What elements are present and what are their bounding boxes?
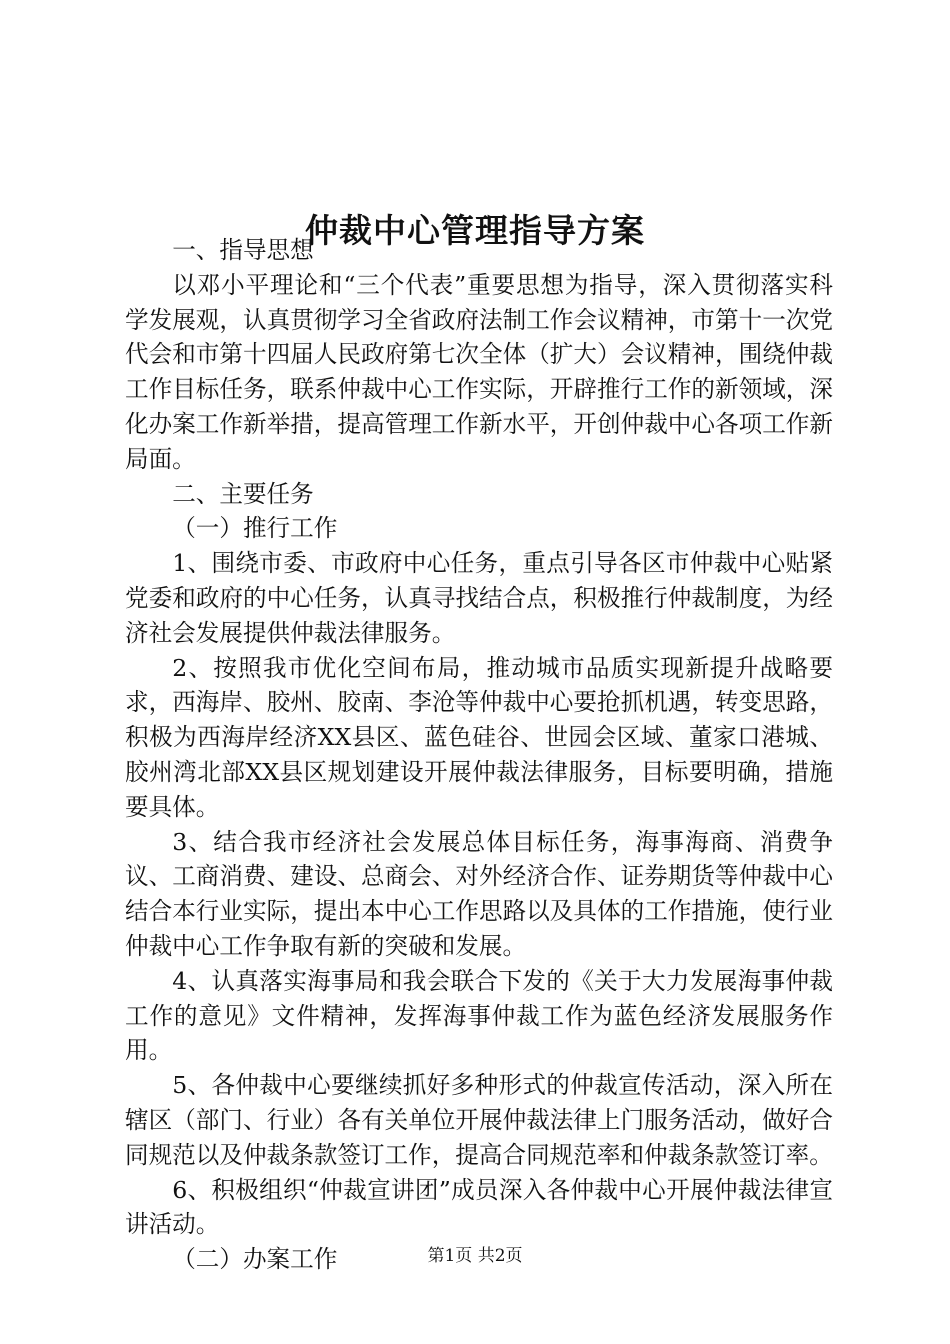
paragraph-item-3: 3、结合我市经济社会发展总体目标任务，海事海商、消费争议、工商消费、建设、总商会、对外经济合作、证券期货等仲裁中心结合本行业实际，提出本中心工作思路以及具体的工作措施，使行业仲裁中心工作争取有新的突破和发展。 <box>125 827 833 960</box>
paragraph-item-2: 2、按照我市优化空间布局，推动城市品质实现新提升战略要求，西海岸、胶州、胶南、李沧等仲裁中心要抢抓机遇，转变思路，积极为西海岸经济XX县区、蓝色硅谷、世园会区域、董家口港城、胶州湾北部XX县区规划建设开展仲裁法律服务，目标要明确，措施要具体。 <box>125 653 833 821</box>
paragraph-guiding-ideology: 以邓小平理论和“三个代表”重要思想为指导，深入贯彻落实科学发展观，认真贯彻学习全省政府法制工作会议精神，市第十一次党代会和市第十四届人民政府第七次全体（扩大）会议精神，围绕仲裁工作目标任务，联系仲裁中心工作实际，开辟推行工作的新领域，深化办案工作新举措，提高管理工作新水平，开创仲裁中心各项工作新局面。 <box>125 270 833 473</box>
document-title: 仲裁中心管理指导方案 <box>305 211 645 251</box>
section-heading-guiding-ideology: 一、指导思想 <box>172 236 314 264</box>
paragraph-item-6: 6、积极组织“仲裁宣讲团”成员深入各仲裁中心开展仲裁法律宣讲活动。 <box>125 1175 833 1239</box>
paragraph-item-1: 1、围绕市委、市政府中心任务，重点引导各区市仲裁中心贴紧党委和政府的中心任务，认真寻找结合点，积极推行仲裁制度，为经济社会发展提供仲裁法律服务。 <box>125 549 833 647</box>
section-heading-main-tasks: 二、主要任务 <box>172 479 314 508</box>
page-footer: 第1页 共2页 <box>427 1246 523 1266</box>
subsection-heading-promotion: （一）推行工作 <box>172 514 338 543</box>
subsection-heading-case-handling: （二）办案工作 <box>172 1245 338 1274</box>
paragraph-item-5: 5、各仲裁中心要继续抓好多种形式的仲裁宣传活动，深入所在辖区（部门、行业）各有关单位开展仲裁法律上门服务活动，做好合同规范以及仲裁条款签订工作，提高合同规范率和仲裁条款签订率。 <box>125 1071 833 1169</box>
document-body <box>125 233 833 1277</box>
paragraph-item-4: 4、认真落实海事局和我会联合下发的《关于大力发展海事仲裁工作的意见》文件精神，发挥海事仲裁工作为蓝色经济发展服务作用。 <box>125 966 833 1065</box>
